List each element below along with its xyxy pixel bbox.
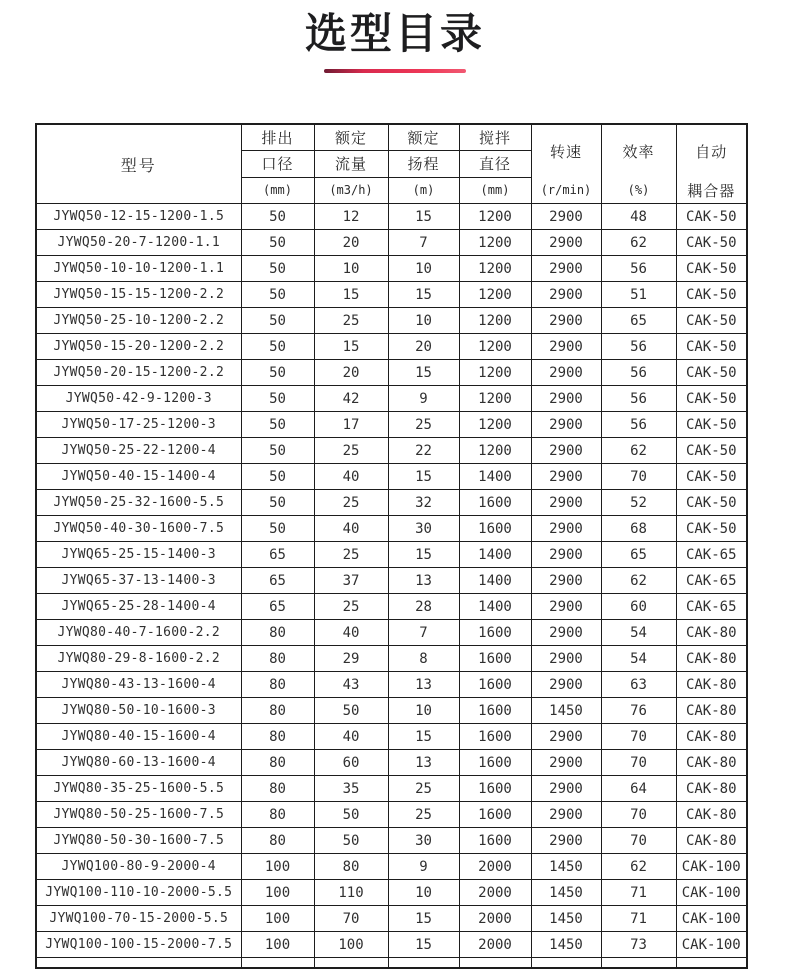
cell-model: JYWQ80-60-13-1600-4 xyxy=(36,750,241,776)
cell-efficiency: 54 xyxy=(601,620,676,646)
cell-auto-coupler: CAK-50 xyxy=(676,464,747,490)
cell-efficiency: 56 xyxy=(601,412,676,438)
cell-rated-head: 15 xyxy=(388,282,459,308)
cell-mixing-diameter: 1600 xyxy=(459,620,531,646)
cell-auto-coupler: CAK-100 xyxy=(676,932,747,958)
cell-efficiency: 70 xyxy=(601,828,676,854)
table-row xyxy=(36,802,747,828)
table-row xyxy=(36,542,747,568)
cell-speed: 2900 xyxy=(531,308,601,334)
cell-rated-head: 9 xyxy=(388,854,459,880)
cell-rated-head: 30 xyxy=(388,516,459,542)
cell-auto-coupler: CAK-65 xyxy=(676,542,747,568)
cell-model: JYWQ100-110-10-2000-5.5 xyxy=(36,880,241,906)
table-row xyxy=(36,516,747,542)
cell-model: JYWQ80-29-8-1600-2.2 xyxy=(36,646,241,672)
cell-model: JYWQ50-42-9-1200-3 xyxy=(36,386,241,412)
cell-rated-head: 10 xyxy=(388,880,459,906)
cell-rated-head: 10 xyxy=(388,256,459,282)
cell-speed: 2900 xyxy=(531,490,601,516)
cell-rated-flow: 80 xyxy=(314,854,388,880)
title-underline-accent xyxy=(324,69,466,73)
cell-mixing-diameter: 1200 xyxy=(459,230,531,256)
cell-outlet-diameter: 100 xyxy=(241,932,314,958)
cell-outlet-diameter: 50 xyxy=(241,282,314,308)
cell-mixing-diameter: 1600 xyxy=(459,646,531,672)
cell-rated-head: 15 xyxy=(388,204,459,230)
cell-speed: 2900 xyxy=(531,828,601,854)
cell-auto-coupler: CAK-50 xyxy=(676,438,747,464)
cell-efficiency: 64 xyxy=(601,776,676,802)
cell-rated-head: 15 xyxy=(388,464,459,490)
header-speed-unit: (r/min) xyxy=(540,183,592,197)
cell-outlet-diameter: 50 xyxy=(241,256,314,282)
table-row xyxy=(36,204,747,230)
cell-efficiency: 56 xyxy=(601,360,676,386)
cell-rated-flow: 15 xyxy=(314,334,388,360)
cell-mixing-diameter: 1200 xyxy=(459,360,531,386)
cell-mixing-diameter: 1400 xyxy=(459,542,531,568)
cell-speed: 1450 xyxy=(531,880,601,906)
cell-rated-flow: 35 xyxy=(314,776,388,802)
cell-speed: 2900 xyxy=(531,776,601,802)
header-rated-flow-line1: 额定 xyxy=(314,124,388,151)
cell-outlet-diameter: 50 xyxy=(241,464,314,490)
cell-outlet-diameter: 80 xyxy=(241,776,314,802)
cell-rated-flow: 40 xyxy=(314,516,388,542)
cell-outlet-diameter: 50 xyxy=(241,386,314,412)
cell-model: JYWQ80-40-7-1600-2.2 xyxy=(36,620,241,646)
cell-auto-coupler: CAK-80 xyxy=(676,750,747,776)
cell-outlet-diameter: 100 xyxy=(241,906,314,932)
header-speed xyxy=(531,124,601,204)
cell-model: JYWQ80-50-10-1600-3 xyxy=(36,698,241,724)
cell-rated-head: 25 xyxy=(388,776,459,802)
header-outlet-diameter-unit: (mm) xyxy=(241,177,314,204)
cell-model: JYWQ50-17-25-1200-3 xyxy=(36,412,241,438)
cell-rated-head: 9 xyxy=(388,386,459,412)
cell-rated-flow: 60 xyxy=(314,750,388,776)
cell-rated-head: 25 xyxy=(388,802,459,828)
cell-rated-flow: 29 xyxy=(314,646,388,672)
cell-mixing-diameter: 1400 xyxy=(459,594,531,620)
cell-rated-flow: 17 xyxy=(314,412,388,438)
table-row xyxy=(36,360,747,386)
table-row xyxy=(36,880,747,906)
cell-efficiency: 52 xyxy=(601,490,676,516)
table-row xyxy=(36,594,747,620)
cell-auto-coupler: CAK-100 xyxy=(676,880,747,906)
cell-rated-flow: 20 xyxy=(314,360,388,386)
cell-speed: 2900 xyxy=(531,750,601,776)
cell-rated-flow: 40 xyxy=(314,464,388,490)
table-row xyxy=(36,464,747,490)
header-rated-head-line1: 额定 xyxy=(388,124,459,151)
cell-rated-flow: 40 xyxy=(314,724,388,750)
cell-mixing-diameter: 1200 xyxy=(459,334,531,360)
cell-auto-coupler: CAK-80 xyxy=(676,698,747,724)
cell-speed: 2900 xyxy=(531,282,601,308)
cell-model: JYWQ80-50-25-1600-7.5 xyxy=(36,802,241,828)
cell-auto-coupler: CAK-100 xyxy=(676,906,747,932)
table-row xyxy=(36,230,747,256)
cell-efficiency: 70 xyxy=(601,802,676,828)
cell-rated-flow: 70 xyxy=(314,906,388,932)
header-mixing-diameter-line2: 直径 xyxy=(459,151,531,178)
cell-mixing-diameter: 1600 xyxy=(459,490,531,516)
cell-empty xyxy=(36,958,241,968)
cell-efficiency: 62 xyxy=(601,854,676,880)
cell-rated-head: 15 xyxy=(388,906,459,932)
cell-auto-coupler: CAK-50 xyxy=(676,256,747,282)
cell-auto-coupler: CAK-100 xyxy=(676,854,747,880)
cell-efficiency: 63 xyxy=(601,672,676,698)
table-row xyxy=(36,282,747,308)
cell-efficiency: 65 xyxy=(601,308,676,334)
cell-auto-coupler: CAK-50 xyxy=(676,334,747,360)
cell-rated-flow: 40 xyxy=(314,620,388,646)
cell-speed: 2900 xyxy=(531,464,601,490)
cell-outlet-diameter: 65 xyxy=(241,542,314,568)
header-mixing-diameter-unit: (mm) xyxy=(459,177,531,204)
cell-model: JYWQ80-35-25-1600-5.5 xyxy=(36,776,241,802)
cell-speed: 1450 xyxy=(531,854,601,880)
header-efficiency-label: 效率 xyxy=(622,143,655,161)
cell-rated-flow: 10 xyxy=(314,256,388,282)
cell-rated-flow: 20 xyxy=(314,230,388,256)
cell-model: JYWQ100-70-15-2000-5.5 xyxy=(36,906,241,932)
cell-rated-head: 15 xyxy=(388,932,459,958)
cell-rated-flow: 50 xyxy=(314,698,388,724)
cell-rated-head: 10 xyxy=(388,698,459,724)
cell-speed: 1450 xyxy=(531,906,601,932)
cell-rated-flow: 50 xyxy=(314,828,388,854)
header-auto-coupler-unit: 耦合器 xyxy=(687,182,736,200)
header-auto-coupler xyxy=(676,124,747,204)
header-rated-head-line2: 扬程 xyxy=(388,151,459,178)
cell-outlet-diameter: 80 xyxy=(241,698,314,724)
cell-speed: 2900 xyxy=(531,256,601,282)
cell-outlet-diameter: 80 xyxy=(241,672,314,698)
cell-speed: 2900 xyxy=(531,204,601,230)
cell-efficiency: 51 xyxy=(601,282,676,308)
cell-rated-flow: 25 xyxy=(314,438,388,464)
cell-outlet-diameter: 50 xyxy=(241,204,314,230)
cell-rated-head: 32 xyxy=(388,490,459,516)
cell-mixing-diameter: 1200 xyxy=(459,412,531,438)
cell-rated-flow: 42 xyxy=(314,386,388,412)
table-row xyxy=(36,568,747,594)
cell-rated-head: 15 xyxy=(388,360,459,386)
cell-mixing-diameter: 1600 xyxy=(459,698,531,724)
selection-table xyxy=(35,123,748,969)
table-row xyxy=(36,412,747,438)
cell-mixing-diameter: 2000 xyxy=(459,854,531,880)
cell-outlet-diameter: 100 xyxy=(241,854,314,880)
cell-model: JYWQ50-20-7-1200-1.1 xyxy=(36,230,241,256)
cell-speed: 2900 xyxy=(531,568,601,594)
cell-model: JYWQ50-25-22-1200-4 xyxy=(36,438,241,464)
cell-model: JYWQ80-50-30-1600-7.5 xyxy=(36,828,241,854)
header-outlet-diameter-line1: 排出 xyxy=(241,124,314,151)
cell-outlet-diameter: 65 xyxy=(241,594,314,620)
cell-outlet-diameter: 50 xyxy=(241,334,314,360)
header-model: 型号 xyxy=(36,124,241,204)
cell-efficiency: 71 xyxy=(601,906,676,932)
cell-empty xyxy=(388,958,459,968)
cell-auto-coupler: CAK-50 xyxy=(676,230,747,256)
cell-speed: 2900 xyxy=(531,724,601,750)
table-row xyxy=(36,828,747,854)
cell-efficiency: 70 xyxy=(601,464,676,490)
cell-outlet-diameter: 50 xyxy=(241,490,314,516)
cell-speed: 2900 xyxy=(531,386,601,412)
cell-model: JYWQ50-15-15-1200-2.2 xyxy=(36,282,241,308)
cell-auto-coupler: CAK-50 xyxy=(676,412,747,438)
cell-auto-coupler: CAK-80 xyxy=(676,646,747,672)
cell-efficiency: 76 xyxy=(601,698,676,724)
cell-rated-head: 13 xyxy=(388,672,459,698)
cell-rated-head: 10 xyxy=(388,308,459,334)
cell-auto-coupler: CAK-50 xyxy=(676,386,747,412)
cell-auto-coupler: CAK-80 xyxy=(676,672,747,698)
cell-outlet-diameter: 65 xyxy=(241,568,314,594)
cell-model: JYWQ50-10-10-1200-1.1 xyxy=(36,256,241,282)
cell-rated-flow: 37 xyxy=(314,568,388,594)
cell-empty xyxy=(531,958,601,968)
cell-mixing-diameter: 1600 xyxy=(459,828,531,854)
cell-outlet-diameter: 80 xyxy=(241,620,314,646)
cell-speed: 1450 xyxy=(531,698,601,724)
cell-mixing-diameter: 1600 xyxy=(459,516,531,542)
cell-mixing-diameter: 2000 xyxy=(459,880,531,906)
table-row xyxy=(36,490,747,516)
cell-rated-head: 13 xyxy=(388,750,459,776)
cell-speed: 2900 xyxy=(531,334,601,360)
cell-model: JYWQ50-25-32-1600-5.5 xyxy=(36,490,241,516)
table-body xyxy=(36,204,747,958)
cell-auto-coupler: CAK-65 xyxy=(676,568,747,594)
cell-efficiency: 56 xyxy=(601,256,676,282)
cell-auto-coupler: CAK-50 xyxy=(676,516,747,542)
cell-speed: 2900 xyxy=(531,412,601,438)
header-efficiency xyxy=(601,124,676,204)
cell-outlet-diameter: 50 xyxy=(241,230,314,256)
cell-rated-flow: 100 xyxy=(314,932,388,958)
cell-rated-head: 25 xyxy=(388,412,459,438)
cell-mixing-diameter: 1200 xyxy=(459,386,531,412)
cell-auto-coupler: CAK-65 xyxy=(676,594,747,620)
cell-speed: 1450 xyxy=(531,932,601,958)
table-row xyxy=(36,854,747,880)
cell-rated-head: 7 xyxy=(388,230,459,256)
cell-rated-head: 7 xyxy=(388,620,459,646)
cell-mixing-diameter: 1600 xyxy=(459,802,531,828)
table-row xyxy=(36,932,747,958)
cell-efficiency: 48 xyxy=(601,204,676,230)
cell-empty xyxy=(459,958,531,968)
cell-outlet-diameter: 80 xyxy=(241,750,314,776)
cell-empty xyxy=(241,958,314,968)
cell-auto-coupler: CAK-50 xyxy=(676,204,747,230)
cell-rated-head: 22 xyxy=(388,438,459,464)
cell-outlet-diameter: 50 xyxy=(241,516,314,542)
cell-speed: 2900 xyxy=(531,360,601,386)
cell-speed: 2900 xyxy=(531,516,601,542)
table-row xyxy=(36,308,747,334)
cell-empty xyxy=(314,958,388,968)
cell-mixing-diameter: 1600 xyxy=(459,724,531,750)
cell-efficiency: 62 xyxy=(601,230,676,256)
header-speed-label: 转速 xyxy=(549,143,582,161)
cell-mixing-diameter: 1200 xyxy=(459,438,531,464)
cell-outlet-diameter: 50 xyxy=(241,360,314,386)
cell-speed: 2900 xyxy=(531,672,601,698)
cell-efficiency: 54 xyxy=(601,646,676,672)
cell-rated-flow: 50 xyxy=(314,802,388,828)
cell-efficiency: 68 xyxy=(601,516,676,542)
cell-efficiency: 65 xyxy=(601,542,676,568)
cell-mixing-diameter: 1200 xyxy=(459,308,531,334)
cell-efficiency: 56 xyxy=(601,334,676,360)
cell-auto-coupler: CAK-80 xyxy=(676,620,747,646)
cell-mixing-diameter: 1200 xyxy=(459,256,531,282)
cell-empty xyxy=(676,958,747,968)
table-row xyxy=(36,698,747,724)
cell-efficiency: 70 xyxy=(601,750,676,776)
cell-empty xyxy=(601,958,676,968)
cell-speed: 2900 xyxy=(531,646,601,672)
cell-auto-coupler: CAK-80 xyxy=(676,802,747,828)
cell-model: JYWQ100-100-15-2000-7.5 xyxy=(36,932,241,958)
cell-speed: 2900 xyxy=(531,802,601,828)
cell-efficiency: 62 xyxy=(601,438,676,464)
cell-mixing-diameter: 2000 xyxy=(459,932,531,958)
cell-efficiency: 71 xyxy=(601,880,676,906)
cell-speed: 2900 xyxy=(531,594,601,620)
cell-speed: 2900 xyxy=(531,230,601,256)
cell-model: JYWQ50-25-10-1200-2.2 xyxy=(36,308,241,334)
cell-rated-flow: 15 xyxy=(314,282,388,308)
cell-rated-flow: 12 xyxy=(314,204,388,230)
cell-rated-head: 20 xyxy=(388,334,459,360)
cell-efficiency: 60 xyxy=(601,594,676,620)
cell-rated-flow: 43 xyxy=(314,672,388,698)
cell-rated-head: 13 xyxy=(388,568,459,594)
cell-model: JYWQ50-20-15-1200-2.2 xyxy=(36,360,241,386)
cell-speed: 2900 xyxy=(531,438,601,464)
cell-model: JYWQ50-40-15-1400-4 xyxy=(36,464,241,490)
cell-mixing-diameter: 1400 xyxy=(459,464,531,490)
cell-auto-coupler: CAK-50 xyxy=(676,360,747,386)
cell-outlet-diameter: 100 xyxy=(241,880,314,906)
cell-efficiency: 70 xyxy=(601,724,676,750)
cell-rated-head: 28 xyxy=(388,594,459,620)
table-row xyxy=(36,646,747,672)
cell-rated-flow: 25 xyxy=(314,490,388,516)
table-row xyxy=(36,386,747,412)
page-title: 选型目录 xyxy=(304,10,485,57)
cell-rated-flow: 25 xyxy=(314,542,388,568)
cell-auto-coupler: CAK-80 xyxy=(676,724,747,750)
cell-model: JYWQ65-37-13-1400-3 xyxy=(36,568,241,594)
header-outlet-diameter-line2: 口径 xyxy=(241,151,314,178)
cell-efficiency: 56 xyxy=(601,386,676,412)
cell-rated-flow: 110 xyxy=(314,880,388,906)
cell-speed: 2900 xyxy=(531,542,601,568)
table-row-partial xyxy=(36,958,747,968)
cell-model: JYWQ50-40-30-1600-7.5 xyxy=(36,516,241,542)
cell-rated-head: 30 xyxy=(388,828,459,854)
cell-efficiency: 73 xyxy=(601,932,676,958)
cell-outlet-diameter: 50 xyxy=(241,308,314,334)
cell-mixing-diameter: 2000 xyxy=(459,906,531,932)
cell-model: JYWQ65-25-15-1400-3 xyxy=(36,542,241,568)
cell-model: JYWQ50-15-20-1200-2.2 xyxy=(36,334,241,360)
cell-model: JYWQ80-43-13-1600-4 xyxy=(36,672,241,698)
cell-outlet-diameter: 80 xyxy=(241,802,314,828)
table-header xyxy=(36,124,747,204)
table-row xyxy=(36,776,747,802)
cell-model: JYWQ50-12-15-1200-1.5 xyxy=(36,204,241,230)
cell-auto-coupler: CAK-50 xyxy=(676,490,747,516)
table-row xyxy=(36,672,747,698)
header-auto-coupler-label: 自动 xyxy=(695,143,728,161)
cell-efficiency: 62 xyxy=(601,568,676,594)
header-rated-head-unit: (m) xyxy=(388,177,459,204)
table-row xyxy=(36,750,747,776)
cell-outlet-diameter: 80 xyxy=(241,646,314,672)
cell-outlet-diameter: 80 xyxy=(241,828,314,854)
cell-rated-head: 8 xyxy=(388,646,459,672)
cell-model: JYWQ100-80-9-2000-4 xyxy=(36,854,241,880)
cell-rated-head: 15 xyxy=(388,724,459,750)
cell-outlet-diameter: 50 xyxy=(241,438,314,464)
cell-auto-coupler: CAK-50 xyxy=(676,308,747,334)
cell-mixing-diameter: 1200 xyxy=(459,282,531,308)
table-row xyxy=(36,724,747,750)
cell-speed: 2900 xyxy=(531,620,601,646)
cell-model: JYWQ80-40-15-1600-4 xyxy=(36,724,241,750)
header-rated-flow-line2: 流量 xyxy=(314,151,388,178)
table-partial-row-clipped xyxy=(36,958,747,968)
table-row xyxy=(36,256,747,282)
header-efficiency-unit: (%) xyxy=(627,183,650,197)
table-row xyxy=(36,620,747,646)
cell-rated-head: 15 xyxy=(388,542,459,568)
cell-mixing-diameter: 1600 xyxy=(459,672,531,698)
table-row xyxy=(36,438,747,464)
cell-rated-flow: 25 xyxy=(314,594,388,620)
table-row xyxy=(36,334,747,360)
cell-outlet-diameter: 80 xyxy=(241,724,314,750)
header-mixing-diameter-line1: 搅拌 xyxy=(459,124,531,151)
cell-model: JYWQ65-25-28-1400-4 xyxy=(36,594,241,620)
cell-rated-flow: 25 xyxy=(314,308,388,334)
cell-mixing-diameter: 1600 xyxy=(459,750,531,776)
cell-mixing-diameter: 1400 xyxy=(459,568,531,594)
cell-auto-coupler: CAK-50 xyxy=(676,282,747,308)
table-row xyxy=(36,906,747,932)
cell-outlet-diameter: 50 xyxy=(241,412,314,438)
header-rated-flow-unit: (m3/h) xyxy=(314,177,388,204)
cell-auto-coupler: CAK-80 xyxy=(676,776,747,802)
cell-mixing-diameter: 1600 xyxy=(459,776,531,802)
cell-mixing-diameter: 1200 xyxy=(459,204,531,230)
cell-auto-coupler: CAK-80 xyxy=(676,828,747,854)
